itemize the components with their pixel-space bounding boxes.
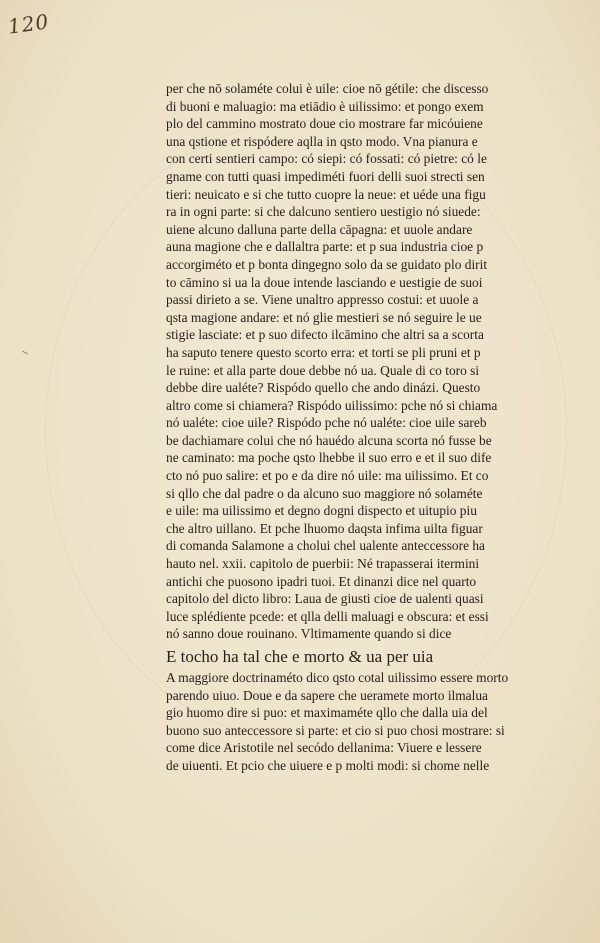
text-line: luce splédiente pcede: et qlla delli maluagi e obscura: et essi bbox=[166, 608, 489, 624]
text-line: qsta magione andare: et nó glie mestieri se nó seguire le ue bbox=[166, 309, 482, 325]
text-line: cto nó puo salire: et po e da dire nó uile: ma uilissimo. Et co bbox=[166, 468, 489, 484]
text-line: con certi sentieri campo: có siepi: có fossati: có pietre: có le bbox=[166, 151, 487, 167]
text-line: be dachiamare colui che nó hauédo alcuna scorta nó fusse be bbox=[166, 432, 492, 448]
text-line: che altro uillano. Et pche lhuomo daqsta infima uilta figuar bbox=[166, 520, 483, 536]
text-line: di buoni e maluagio: ma etiādio è uilissimo: et pongo exem bbox=[166, 98, 484, 114]
text-line: uiene alcuno dalluna parte della cāpagna: et uuole andare bbox=[166, 221, 473, 237]
text-line: antichi che puosono ipadri tuoi. Et dinanzi dice nel quarto bbox=[166, 573, 477, 589]
text-line: per che nō solaméte colui è uile: cioe nō gétile: che discesso bbox=[166, 81, 489, 96]
paragraph-continuation bbox=[166, 669, 558, 775]
text-line: buono suo anteccessore si parte: et cio si puo chosi mostrare: si bbox=[166, 722, 505, 738]
text-line: plo del cammino mostrato doue cio mostrare far micóuiene bbox=[166, 116, 483, 132]
text-line: gio huomo dire si puo: et maximaméte qllo che dalla uia del bbox=[166, 705, 488, 721]
text-line: si qllo che dal padre o da alcuno suo maggiore nó solaméte bbox=[166, 485, 483, 501]
text-line: auna magione che e dallaltra parte: et p sua industria cioe p bbox=[166, 239, 484, 255]
text-line: tieri: neuicato e si che tutto cuopre la neue: et uéde una figu bbox=[166, 186, 486, 202]
text-line: stigie lasciate: et p suo difecto ilcāmino che altri sa a scorta bbox=[166, 327, 484, 343]
margin-mark bbox=[22, 351, 28, 355]
text-line: ne caminato: ma poche qsto lhebbe il suo erro e et il suo dife bbox=[166, 450, 492, 466]
text-line: debbe dire ualéte? Rispódo quello che ando dinázi. Questo bbox=[166, 380, 481, 396]
text-line: le ruine: et alla parte doue debbe nó ua. Quale di co toro si bbox=[166, 362, 480, 378]
text-line: A maggiore doctrinaméto dico qsto cotal uilissimo essere morto bbox=[166, 670, 509, 685]
text-line: nó sanno doue rouinano. Vltimamente quando si dice bbox=[166, 626, 452, 642]
text-block bbox=[166, 80, 558, 775]
text-line: hauto nel. xxii. capitolo de puerbii: Né trapasserai itermini bbox=[166, 556, 480, 572]
text-line: e uile: ma uilissimo et degno dogni dispecto et uitupio piu bbox=[166, 503, 477, 519]
text-line: di comanda Salamone a cholui chel ualente anteccessore ha bbox=[166, 538, 486, 554]
text-line: come dice Aristotile nel secódo dellanima: Viuere e lessere bbox=[166, 740, 482, 756]
text-line: ra in ogni parte: si che dalcuno sentiero uestigio nó siuede: bbox=[166, 204, 481, 220]
verse-heading: E tocho ha tal che e morto & ua per uia bbox=[166, 647, 434, 666]
text-line: capitolo del dicto libro: Laua de giusti cioe de ualenti quasi bbox=[166, 591, 484, 607]
text-line: accorgiméto et p bonta dingegno solo da se guidato plo dirit bbox=[166, 256, 488, 272]
text-line: to cāmino si ua la doue intende lasciando e uestigie de suoi bbox=[166, 274, 483, 290]
text-line: de uiuenti. Et pcio che uiuere e p molti modi: si chome nelle bbox=[166, 757, 490, 773]
text-line: ha saputo tenere questo scorto erra: et torti se pli pruni et p bbox=[166, 344, 481, 360]
text-line: nó ualéte: cioe uile? Rispódo pche nó ualéte: cioe uile sareb bbox=[166, 415, 487, 431]
text-line: parendo uiuo. Doue e da sapere che ueramete morto ilmalua bbox=[166, 687, 488, 703]
text-line: una qstione et rispódere aqlla in qsto modo. Vna pianura e bbox=[166, 133, 478, 149]
paragraph-main bbox=[166, 80, 558, 643]
text-line: gname con tutti quasi impediméti fuori delli suoi strecti sen bbox=[166, 168, 485, 184]
folio-number: 120 bbox=[6, 9, 51, 39]
text-line: passi dirieto a se. Viene unaltro appresso costui: et uuole a bbox=[166, 292, 479, 308]
text-line: altro come si chiamera? Rispódo uilissimo: pche nó si chiama bbox=[166, 397, 498, 413]
